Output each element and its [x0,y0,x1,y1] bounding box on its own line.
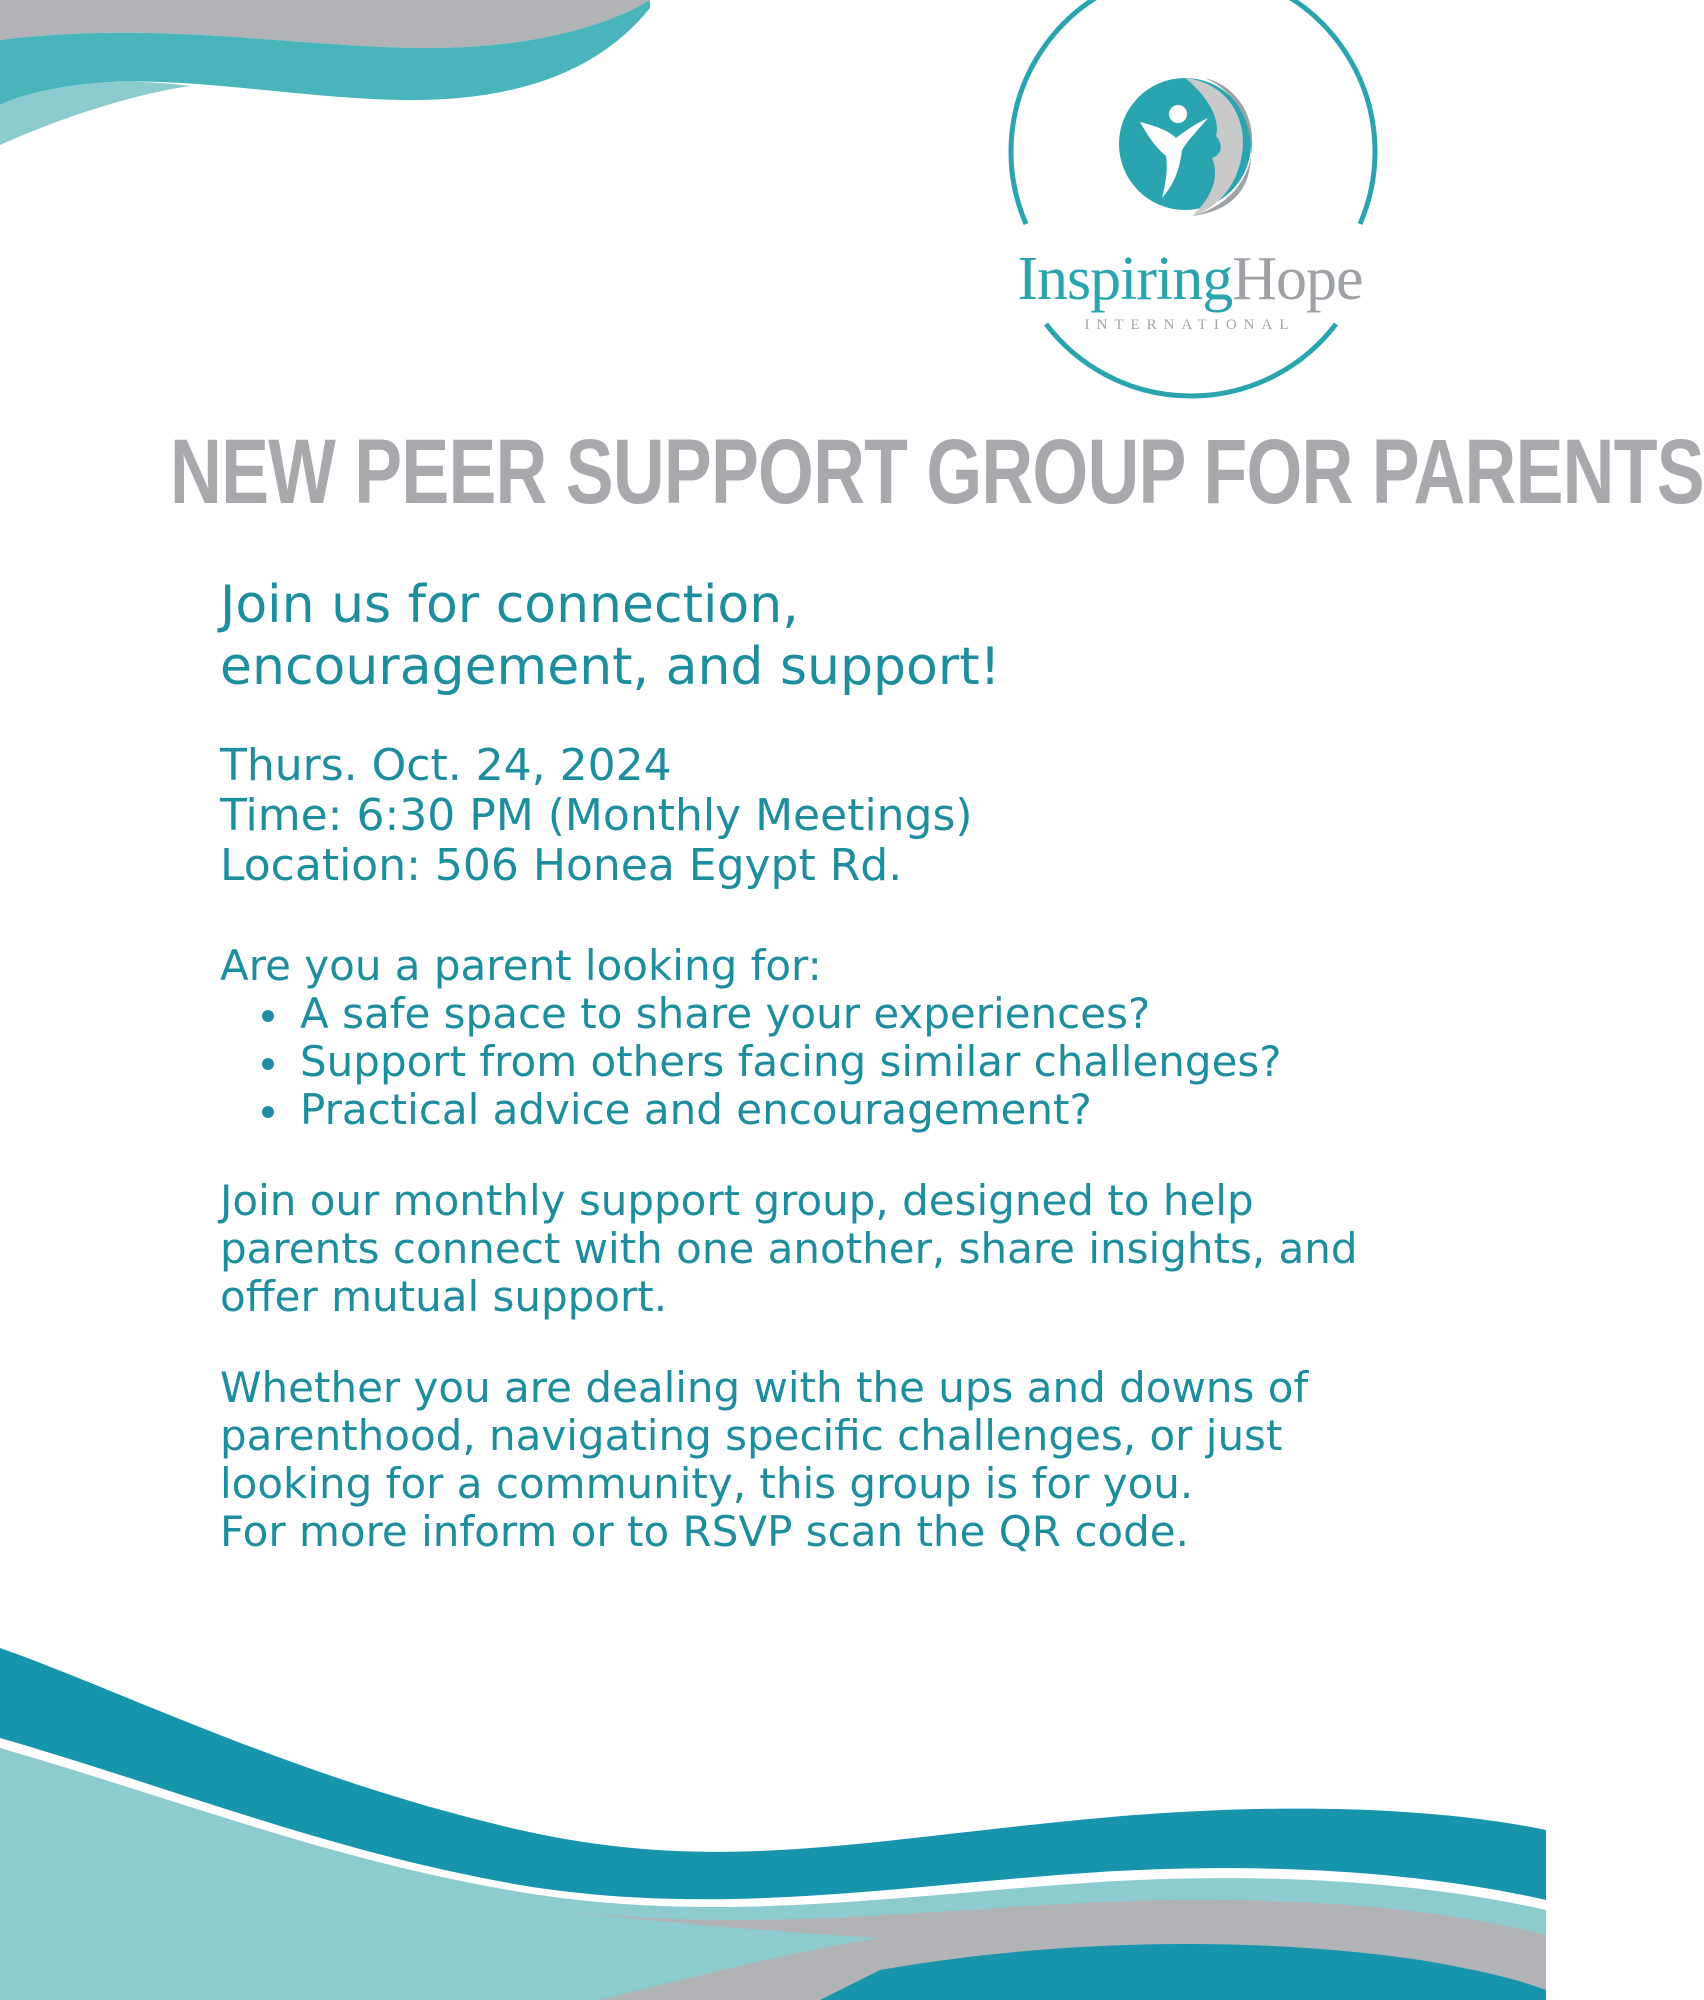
page-title: NEW PEER SUPPORT GROUP FOR PARENTS [170,421,1704,523]
flyer-body [220,574,1370,1556]
description-paragraph: Join our monthly support group, designed to help parents connect with one another, share insights, and offer mutual support. [220,1176,1358,1321]
question-text: Are you a parent looking for: [220,941,822,990]
list-item: Practical advice and encouragement? [256,1086,1370,1134]
intro-line-1: Join us for connection, [220,575,799,635]
list-item: A safe space to share your experiences? [256,990,1370,1038]
person-silhouette-icon [1119,78,1252,216]
intro-line-2: encouragement, and support! [220,637,1001,697]
event-details [220,741,1370,891]
logo-wordmark [980,245,1400,313]
rsvp-paragraph: For more inform or to RSVP scan the QR code. [220,1507,1189,1556]
organization-logo [980,26,1400,406]
logo-name-part-1: Inspiring [1017,245,1233,313]
list-item: Support from others facing similar challenges? [256,1038,1370,1086]
event-location: Location: 506 Honea Egypt Rd. [220,840,903,891]
intro-text [220,574,1370,698]
bullet-list [220,990,1370,1134]
audience-paragraph: Whether you are dealing with the ups and downs of parenthood, navigating specific challenges, or just looking for a community, this group is for you. [220,1363,1309,1508]
event-date: Thurs. Oct. 24, 2024 [220,740,672,791]
logo-graphic [980,26,1400,406]
logo-name-part-2: Hope [1232,245,1363,313]
event-time: Time: 6:30 PM (Monthly Meetings) [220,790,973,841]
logo-subtitle: INTERNATIONAL [1084,317,1296,333]
